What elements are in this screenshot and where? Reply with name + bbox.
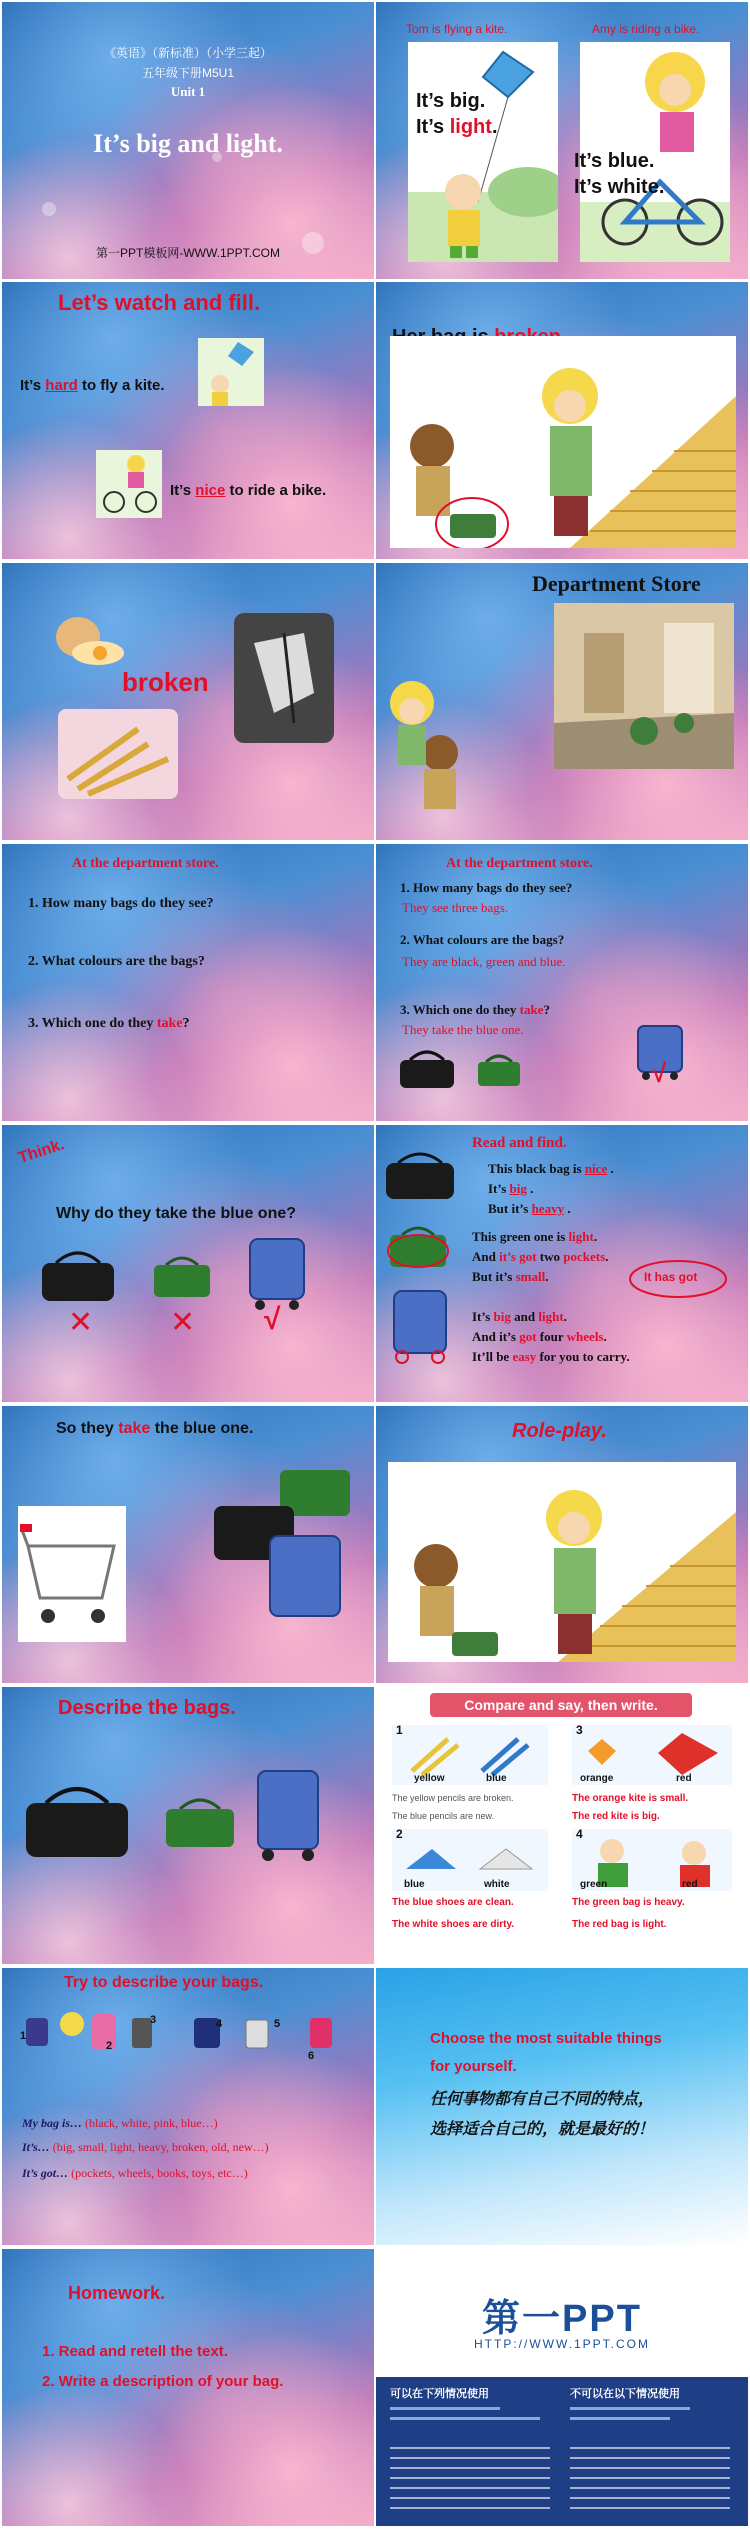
kite-thumbnail: [198, 338, 264, 406]
homework-1: 1. Read and retell the text.: [42, 2343, 228, 2360]
think-question: Why do they take the blue one?: [56, 1205, 297, 1222]
blue-bag: [250, 1763, 326, 1863]
brand-logo: 第一PPT: [482, 2298, 642, 2340]
quote-chinese-2: 选择适合自己的，就是最好的！: [430, 2121, 655, 2138]
question-3: 3. Which one do they take?: [28, 1016, 190, 1031]
take-sentence: So they take the blue one.: [56, 1420, 254, 1437]
think-tag: Think.: [16, 1136, 67, 1167]
answer-3: They take the blue one.: [402, 1022, 524, 1037]
compare-number-1: 1: [396, 1723, 403, 1737]
read-line-8: And it’s got four wheels.: [472, 1329, 607, 1344]
pattern-line-3: It’s got… (pockets, wheels, books, toys, etc…): [22, 2166, 248, 2180]
answer-2: They are black, green and blue.: [402, 954, 566, 969]
brand-url: HTTP://WWW.1PPT.COM: [474, 2337, 650, 2351]
fill-line-1: It’s hard to fly a kite.: [20, 377, 165, 394]
compare-header: Compare and say, then write.: [430, 1693, 692, 1717]
read-line-4: This green one is light.: [472, 1229, 598, 1244]
bag-thumbnails: [22, 2004, 342, 2064]
slide-11-take-blue: [2, 1406, 374, 1683]
usage-footer: [376, 2377, 748, 2526]
slide-15-try-describe: [2, 1968, 374, 2245]
color-label-yellow: yellow: [414, 1773, 445, 1784]
store-photo: [554, 603, 734, 769]
read-line-1: This black bag is nice .: [488, 1161, 614, 1176]
color-label-blue-2: blue: [404, 1879, 425, 1890]
sentence-3b: The red kite is big.: [572, 1811, 660, 1822]
allowed-heading: 可以在下列情况使用: [390, 2388, 489, 2400]
slide-10-read-find: [376, 1125, 748, 1402]
question-3: 3. Which one do they take?: [400, 1002, 551, 1017]
bag-number-3: 3: [150, 2014, 157, 2026]
bubble-text: It has got: [644, 1270, 698, 1284]
blue-bag: [388, 1285, 452, 1365]
slide-7-questions: [2, 844, 374, 1121]
compare-number-2: 2: [396, 1827, 403, 1841]
bag-number-5: 5: [274, 2018, 281, 2030]
color-label-red-2: red: [682, 1879, 698, 1890]
compare-number-3: 3: [576, 1723, 583, 1737]
bag-number-4: 4: [216, 2018, 223, 2030]
blue-bag: [242, 1231, 312, 1311]
slide-18-brand: [376, 2249, 748, 2526]
broken-pencils-picture: [58, 709, 178, 799]
cross-mark-green: ✕: [170, 1306, 196, 1339]
slide-1-cover: [2, 2, 374, 279]
bike-line-white: It’s white.: [574, 176, 665, 198]
black-bag: [38, 1245, 118, 1303]
slide-6-department-store: [376, 563, 748, 840]
sentence-4b: The red bag is light.: [572, 1919, 667, 1930]
sentence-4a: The green bag is heavy.: [572, 1897, 685, 1908]
read-line-7: It’s big and light.: [472, 1309, 567, 1324]
color-label-orange: orange: [580, 1773, 614, 1784]
broken-umbrella-picture: [234, 613, 334, 743]
slide-title: Try to describe your bags.: [64, 1974, 264, 1991]
slide-title: Let’s watch and fill.: [58, 290, 261, 315]
slide-title: Describe the bags.: [58, 1697, 236, 1719]
compare-number-4: 4: [576, 1827, 583, 1841]
green-bag: [150, 1251, 214, 1299]
slide-2-kite-bike: [376, 2, 748, 279]
quote-english-1: Choose the most suitable things: [430, 2030, 662, 2047]
color-label-white: white: [484, 1879, 510, 1890]
bag-number-2: 2: [106, 2040, 113, 2052]
kite-line-big: It’s big.: [416, 90, 486, 112]
grade-label: 五年级下册M5U1: [141, 66, 234, 80]
sentence-2b: The white shoes are dirty.: [392, 1919, 515, 1930]
sentence-3a: The orange kite is small.: [572, 1793, 689, 1804]
green-bag: [162, 1791, 238, 1849]
unit-label: Unit 1: [170, 84, 206, 99]
homework-2: 2. Write a description of your bag.: [42, 2373, 284, 2390]
sentence-1b: The blue pencils are new.: [392, 1811, 495, 1821]
question-1: 1. How many bags do they see?: [400, 880, 573, 895]
answer-1: They see three bags.: [402, 900, 509, 915]
color-label-red: red: [676, 1773, 692, 1784]
green-bag: [474, 1050, 524, 1088]
bag-number-1: 1: [20, 2030, 27, 2042]
question-2: 2. What colours are the bags?: [28, 954, 205, 969]
slide-4-broken-bag: [376, 282, 748, 559]
caption-amy: Amy is riding a bike.: [592, 22, 700, 36]
broken-egg-picture: [48, 611, 128, 671]
scene-stairs: [388, 1462, 736, 1662]
bags-stack-picture: [210, 1466, 360, 1636]
pattern-line-1: My bag is… (black, white, pink, blue…): [22, 2116, 218, 2130]
quote-english-2: for yourself.: [430, 2058, 517, 2075]
question-1: 1. How many bags do they see?: [28, 896, 214, 911]
quote-chinese-1: 任何事物都有自己不同的特点，: [430, 2091, 655, 2108]
bike-thumbnail: [96, 450, 162, 518]
kite-line-light: It’s light.: [416, 116, 498, 138]
shopping-cart-picture: [18, 1506, 126, 1642]
footer-site: 第一PPT模板网-WWW.1PPT.COM: [96, 246, 280, 260]
sentence-2a: The blue shoes are clean.: [392, 1897, 514, 1908]
slide-title: At the department store.: [446, 856, 593, 871]
check-mark-blue: √: [264, 1303, 281, 1336]
read-line-6: But it’s small.: [472, 1269, 549, 1284]
read-line-2: It’s big .: [488, 1181, 534, 1196]
color-label-green: green: [580, 1879, 608, 1890]
forbidden-heading: 不可以在以下情况使用: [570, 2388, 680, 2400]
slide-5-broken-word: [2, 563, 374, 840]
read-line-5: And it’s got two pockets.: [472, 1249, 609, 1264]
slide-title: At the department store.: [72, 856, 219, 871]
slide-12-role-play: [376, 1406, 748, 1683]
read-line-9: It’ll be easy for you to carry.: [472, 1349, 630, 1364]
girls-picture: [382, 673, 472, 823]
slide-14-compare: [376, 1687, 748, 1964]
black-bag: [382, 1147, 458, 1201]
cross-mark-black: ✕: [68, 1306, 94, 1339]
question-2: 2. What colours are the bags?: [400, 932, 565, 947]
slide-17-homework: [2, 2249, 374, 2526]
green-bag: [386, 1221, 450, 1269]
bike-line-blue: It’s blue.: [574, 150, 655, 172]
slide-16-quote: [376, 1968, 748, 2245]
black-bag: [22, 1779, 132, 1859]
word-broken: broken: [122, 667, 209, 697]
black-bag: [396, 1046, 458, 1090]
check-mark: √: [652, 1058, 667, 1088]
slide-title: Homework.: [68, 2283, 166, 2303]
slide-9-think: [2, 1125, 374, 1402]
read-line-3: But it’s heavy .: [488, 1201, 571, 1216]
bag-number-6: 6: [308, 2050, 315, 2062]
kite-picture: [408, 42, 558, 262]
lesson-title: It’s big and light.: [93, 129, 283, 158]
fill-line-2: It’s nice to ride a bike.: [170, 482, 327, 499]
color-label-blue: blue: [486, 1773, 507, 1784]
slide-title: Read and find.: [472, 1135, 567, 1151]
scene-stairs: [390, 336, 736, 548]
book-title: 《英语》（新标准）（小学三起）: [103, 46, 272, 60]
pattern-line-2: It’s… (big, small, light, heavy, broken, old, new…): [22, 2140, 269, 2154]
sentence-1a: The yellow pencils are broken.: [392, 1793, 514, 1803]
slide-title: Role-play.: [512, 1420, 607, 1442]
slide-8-answers: [376, 844, 748, 1121]
caption-tom: Tom is flying a kite.: [406, 22, 508, 36]
store-title: Department Store: [532, 571, 701, 596]
slide-3-watch-fill: [2, 282, 374, 559]
slide-13-describe: [2, 1687, 374, 1964]
